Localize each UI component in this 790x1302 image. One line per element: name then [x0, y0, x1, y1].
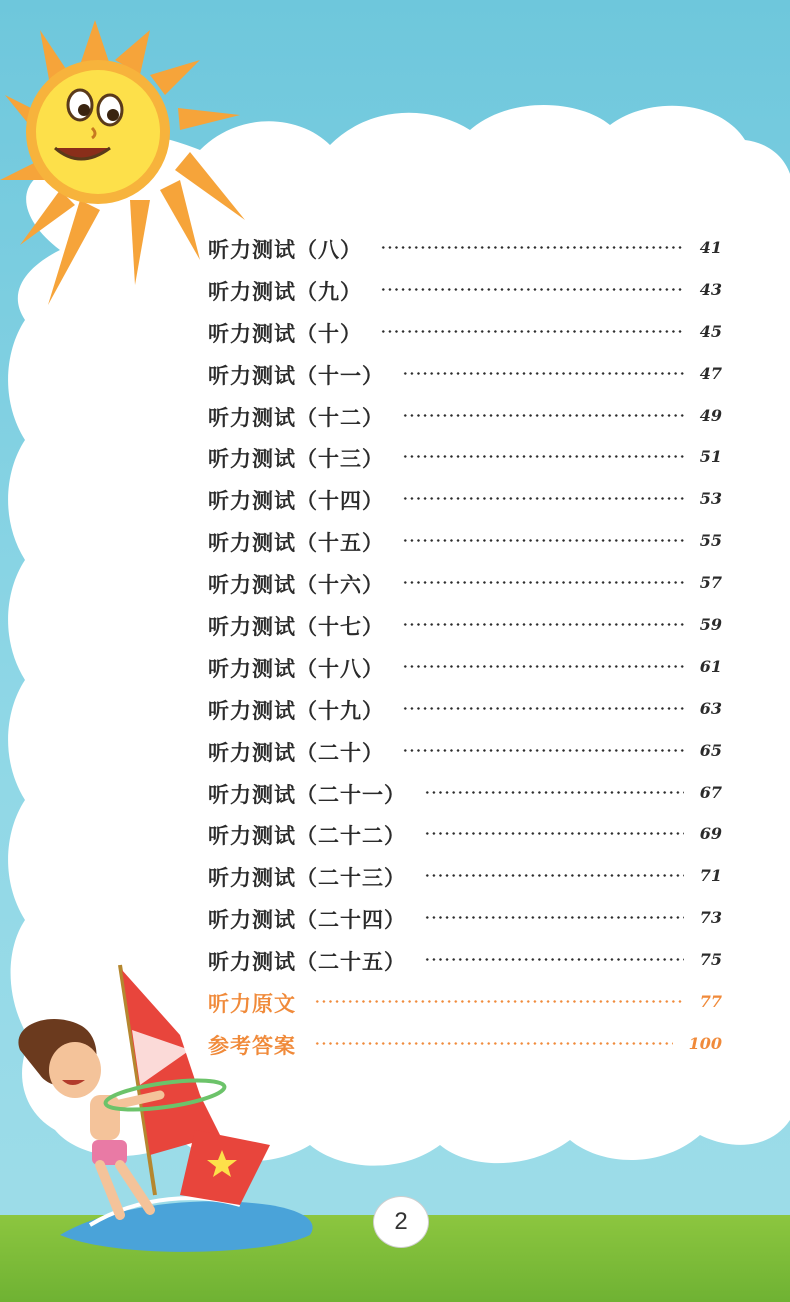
dot-leader: [402, 539, 684, 542]
dot-leader: [402, 455, 684, 458]
dot-leader: [314, 1042, 673, 1045]
toc-entry-page-number: 61: [699, 656, 722, 676]
toc-entry-title: 听力测试（二十二）: [208, 824, 406, 849]
toc-entry-page-number: 77: [699, 992, 722, 1012]
toc-entry-title: 听力测试（十五）: [208, 531, 384, 556]
toc-entry[interactable]: [208, 858, 728, 900]
toc-entry-page-number: 71: [699, 866, 722, 886]
dot-leader: [402, 623, 684, 626]
toc-entry[interactable]: [208, 649, 728, 691]
toc-entry-title: 听力测试（十）: [208, 321, 362, 346]
toc-entry-title: 听力测试（十八）: [208, 656, 384, 681]
toc-entry[interactable]: [208, 900, 728, 942]
toc-entry[interactable]: [208, 523, 728, 565]
dot-leader: [424, 832, 684, 835]
toc-entry-title: 听力测试（十三）: [208, 447, 384, 472]
dot-leader: [314, 1000, 684, 1003]
dot-leader: [380, 246, 684, 249]
toc-entry-page-number: 43: [699, 279, 722, 299]
toc-entry-page-number: 73: [699, 908, 722, 928]
dot-leader: [402, 497, 684, 500]
toc-entry-title: 听力测试（十四）: [208, 489, 384, 514]
toc-entry[interactable]: [208, 481, 728, 523]
toc-entry-title: 听力测试（二十）: [208, 740, 384, 765]
toc-entry-page-number: 41: [699, 238, 722, 257]
toc-entry[interactable]: [208, 691, 728, 733]
dot-leader: [402, 749, 684, 752]
toc-entry-page-number: 51: [699, 447, 722, 467]
toc-entry[interactable]: [208, 439, 728, 481]
toc-entry-page-number: 57: [699, 573, 722, 593]
dot-leader: [424, 958, 684, 961]
dot-leader: [402, 372, 684, 375]
toc-entry-title: 听力测试（十六）: [208, 573, 384, 598]
toc-entry-title: 听力测试（二十一）: [208, 782, 406, 807]
toc-entry-page-number: 55: [699, 531, 722, 551]
toc-entry-title: 听力测试（十七）: [208, 615, 384, 640]
toc-entry[interactable]: [208, 733, 728, 775]
dot-leader: [424, 874, 684, 877]
toc-entry-page-number: 69: [699, 824, 722, 844]
dot-leader: [402, 414, 684, 417]
toc-entry-title: 听力测试（十九）: [208, 698, 384, 723]
toc-entry-title: 参考答案: [208, 1033, 296, 1058]
toc-entry[interactable]: [208, 1026, 728, 1068]
toc-entry-page-number: 53: [699, 489, 722, 509]
toc-entry[interactable]: [208, 272, 728, 314]
page-number: 2: [373, 1196, 429, 1248]
table-of-contents: [208, 230, 728, 1068]
toc-entry-title: 听力测试（十一）: [208, 363, 384, 388]
toc-entry[interactable]: [208, 314, 728, 356]
toc-entry-title: 听力测试（二十五）: [208, 950, 406, 975]
toc-entry[interactable]: [208, 607, 728, 649]
toc-entry-title: 听力测试（八）: [208, 238, 362, 262]
toc-entry[interactable]: [208, 816, 728, 858]
toc-entry-page-number: 49: [699, 405, 722, 425]
dot-leader: [424, 791, 684, 794]
dot-leader: [380, 288, 684, 291]
toc-entry-page-number: 59: [699, 615, 722, 635]
toc-entry-title: 听力测试（二十三）: [208, 866, 406, 891]
toc-entry-title: 听力测试（二十四）: [208, 908, 406, 933]
toc-entry[interactable]: [208, 565, 728, 607]
toc-entry-page-number: 65: [699, 740, 722, 760]
toc-entry[interactable]: [208, 984, 728, 1026]
dot-leader: [424, 916, 684, 919]
toc-entry-page-number: 45: [699, 321, 722, 341]
toc-entry[interactable]: [208, 942, 728, 984]
toc-entry[interactable]: [208, 356, 728, 398]
dot-leader: [402, 581, 684, 584]
dot-leader: [402, 665, 684, 668]
toc-entry-page-number: 47: [699, 363, 722, 383]
dot-leader: [402, 707, 684, 710]
toc-entry[interactable]: [208, 398, 728, 440]
toc-entry-page-number: 63: [699, 698, 722, 718]
toc-entry-title: 听力测试（十二）: [208, 405, 384, 430]
toc-entry-page-number: 67: [699, 782, 722, 802]
toc-entry-page-number: 100: [688, 1033, 722, 1053]
toc-entry[interactable]: [208, 775, 728, 817]
dot-leader: [380, 330, 684, 333]
toc-entry-page-number: 75: [699, 950, 722, 970]
toc-entry[interactable]: [208, 230, 728, 272]
toc-entry-title: 听力测试（九）: [208, 279, 362, 304]
toc-entry-title: 听力原文: [208, 992, 296, 1017]
